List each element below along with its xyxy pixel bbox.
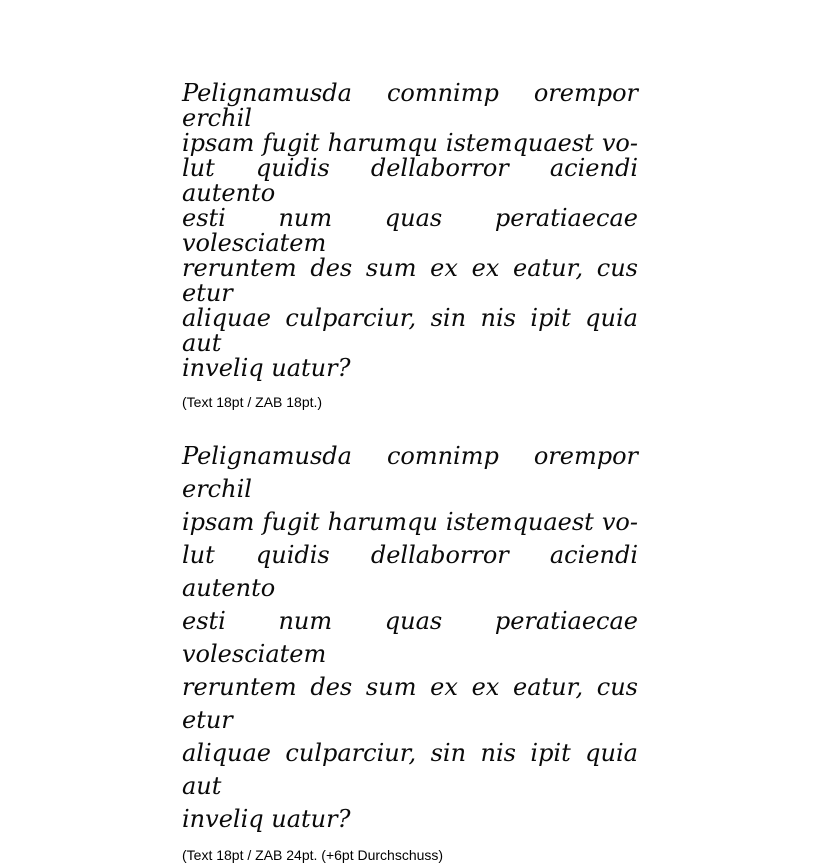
specimen-caption-zab-18: (Text 18pt / ZAB 18pt.) — [182, 394, 323, 410]
text-line: lut quidis dellaborror aciendi autento — [182, 541, 638, 602]
text-line: reruntem des sum ex ex eatur, cus etur — [182, 673, 638, 734]
specimen-column — [182, 0, 638, 864]
text-line: esti num quas peratiaecae volesciatem — [182, 204, 638, 257]
specimen-caption-zab-24: (Text 18pt / ZAB 24pt. (+6pt Durchschuss) — [182, 847, 444, 863]
text-line: inveliq uatur? — [182, 354, 351, 382]
text-line: lut quidis dellaborror aciendi autento — [182, 154, 638, 207]
text-line: reruntem des sum ex ex eatur, cus etur — [182, 254, 638, 307]
text-line: ipsam fugit harumqu istemquaest vo- — [182, 129, 638, 157]
specimen-paragraph-zab-18 — [182, 81, 638, 381]
text-line: inveliq uatur? — [182, 805, 351, 833]
text-line: Pelignamusda comnimp orempor erchil — [182, 442, 638, 503]
text-line: esti num quas peratiaecae volesciatem — [182, 607, 638, 668]
text-line: aliquae culparciur, sin nis ipit quia aut — [182, 739, 638, 800]
text-line: aliquae culparciur, sin nis ipit quia aut — [182, 304, 638, 357]
text-line: ipsam fugit harumqu istemquaest vo- — [182, 508, 638, 536]
text-line: Pelignamusda comnimp orempor erchil — [182, 79, 638, 132]
specimen-paragraph-zab-24 — [182, 440, 638, 836]
